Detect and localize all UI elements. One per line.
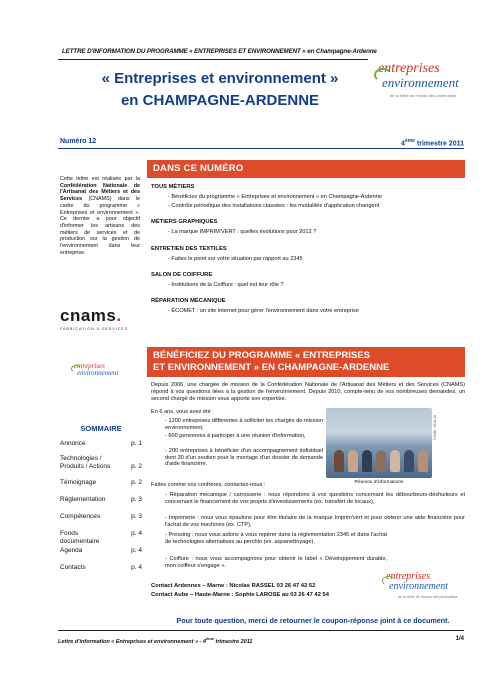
article-lead: Depuis 2006, une chargée de mission de la Confédération Nationale de l'Artisanat des Métiers et des Services (CNAMS) répond à vos questions liées à la gestion de l'environnement. Depuis 2010, compte-tenu de vos nombreuses demandes, un second chargé de mission vous apporte son expertise.: [151, 382, 465, 402]
logo-word-environnement: environnement: [389, 581, 449, 592]
cnams-subtitle: FABRICATION & SERVICES: [60, 327, 129, 331]
contact-ardennes-marne: Contact Ardennes – Marne : Nicolas RASSEL 03 26 47 42 52: [151, 583, 316, 589]
sommaire-item[interactable]: [60, 455, 142, 471]
sommaire-item[interactable]: [60, 440, 142, 448]
sommaire-label: Compétences: [60, 513, 101, 520]
call-to-action: Pour toute question, merci de retourner le coupon-réponse joint à ce document.: [176, 616, 450, 625]
sommaire-item[interactable]: [60, 547, 142, 555]
sommaire-page: p. 4: [131, 564, 142, 571]
sommaire-label: Témoignage: [60, 479, 97, 486]
section-heading: MÉTIERS GRAPHIQUES: [151, 219, 218, 225]
article-six-years: En 6 ans, vous avez été :: [151, 409, 214, 415]
logo-tagline: de la lettre de réseau des partenaires: [398, 595, 458, 599]
logo-word-entreprises: entreprises: [386, 571, 431, 582]
contact-aube-haute-marne: Contact Aube – Haute-Marne : Sophie LAROSE au 03 26 47 42 54: [151, 592, 329, 598]
logo-word-environnement: environnement: [382, 75, 459, 90]
section-heading: RÉPARATION MÉCANIQUE: [151, 298, 226, 304]
page-title-line1: « Entreprises et environnement »: [101, 70, 339, 87]
section-item[interactable]: - Institutions de la Coiffure : quel est leur rôle ?: [168, 282, 284, 288]
article-confreres: Faites comme vos confrères, contactez-nous :: [151, 482, 266, 488]
intro-part2: (CNAMS) dans le cadre du programme « Entreprises et environnement ». Ce dernier a pour objectif d'informer les artisans des métiers de services et de production sur la gestion de l'environnement dans leur entreprise.: [60, 196, 140, 256]
section-item[interactable]: - Contrôle périodique des installations classées : les modalités d'application changent: [168, 203, 380, 209]
sommaire-item[interactable]: [60, 564, 142, 572]
sommaire-label: Technologies / Produits / Actions: [60, 455, 111, 470]
sommaire-page: p. 2: [131, 479, 142, 486]
swirl-icon: [374, 68, 392, 82]
sommaire-page: p. 3: [131, 496, 142, 503]
header-rule: [58, 59, 368, 60]
service-item: - Pressing : nous vous aidons à vous repérer dans la réglementation 2345 et dans l'achat de technologies alternatives au perchlo (ex. aquanettoyage),: [165, 532, 387, 545]
section-heading: ENTRETIEN DES TEXTILES: [151, 246, 227, 252]
sommaire-item[interactable]: [60, 479, 142, 487]
sommaire-page: p. 1: [131, 440, 142, 447]
intro-part1: Cette lettre est réalisée par la: [60, 176, 140, 182]
service-item: - Réparation mécanique / carrosserie : nous répondons à vos questions concernant les débourbeurs-déshuileurs et concernant le financement de vos projets d'investissements (ex. transfert de locaux),: [165, 492, 465, 505]
sommaire-page: p. 3: [131, 513, 142, 520]
sommaire-title: SOMMAIRE: [80, 424, 122, 433]
swirl-icon: [71, 365, 81, 373]
program-logo-mid: [74, 363, 134, 393]
achievement-item: - 1200 entreprises différentes à solliciter les chargés de mission environnement,: [165, 418, 323, 431]
footer-text-a: Lettre d'information « Entreprises et environnement » - 4: [58, 638, 207, 645]
article-band-line2: ET ENVIRONNEMENT » EN CHAMPAGNE-ARDENNE: [153, 361, 390, 373]
sommaire-label: Contacts: [60, 564, 86, 571]
swirl-icon: [382, 576, 396, 586]
photo-caption: Réunion d'informations: [354, 480, 404, 485]
sommaire-label: Fonds documentaire: [60, 530, 100, 545]
cnams-wordmark: cnams: [60, 306, 117, 325]
quarter-number: 4: [401, 140, 405, 148]
sommaire-page: p. 2: [131, 463, 142, 470]
page-number: 1/4: [455, 636, 464, 642]
section-item[interactable]: - ÉCOMET : un site internet pour gérer l'environnement dans votre entreprise: [168, 308, 359, 314]
achievement-item: - 600 personnes à participer à une réunion d'information,: [165, 433, 306, 439]
photo-credit: Crédit : CNA 10: [433, 415, 437, 440]
section-heading: TOUS MÉTIERS: [151, 184, 195, 190]
footer-text: [58, 636, 252, 645]
footer-suffix: ème: [206, 636, 215, 641]
sommaire-label: Annonce: [60, 440, 86, 447]
program-logo-top: [378, 62, 478, 112]
achievement-item: - 200 entreprises à bénéficier d'un accompagnement individuel dont 30 d'un soutien pour le montage d'un dossier de demande d'aide financière.: [165, 448, 323, 468]
sommaire-item[interactable]: [60, 496, 142, 504]
header-topline: LETTRE D'INFORMATION DU PROGRAMME « ENTREPRISES ET ENVIRONNEMENT » en Champagne-Ardenne: [62, 48, 377, 55]
section-item[interactable]: - La marque IMPRIM'VERT : quelles évolutions pour 2012 ?: [168, 229, 317, 235]
sommaire-label: Agenda: [60, 547, 83, 554]
article-band: [147, 347, 465, 377]
meeting-photo: [326, 408, 432, 478]
intro-org-name: Confédération Nationale de l'Artisanat des Métiers et des Services: [60, 182, 140, 203]
intro-text: [60, 176, 140, 256]
sommaire-label: Réglementation: [60, 496, 106, 503]
sommaire-item[interactable]: [60, 530, 142, 546]
sommaire-page: p. 4: [131, 547, 142, 554]
section-item[interactable]: - Faites le point sur votre situation par rapport au 2345: [168, 256, 303, 262]
cnams-logo: cnams. FABRICATION & SERVICES: [60, 306, 140, 336]
logo-word-environnement: environnement: [77, 369, 119, 377]
footer-rule: [58, 630, 464, 631]
page-title-line2: en CHAMPAGNE-ARDENNE: [120, 92, 320, 109]
service-item: - Coiffure : nous vous accompagnons pour obtenir le label « Développement durable, mon coiffeur s'engage ».: [165, 556, 387, 569]
sommaire-page: p. 4: [131, 530, 142, 537]
footer-text-b: trimestre 2011: [214, 638, 253, 645]
section-heading: SALON DE COIFFURE: [151, 272, 213, 278]
section-band-in-this-issue: DANS CE NUMÉRO: [147, 160, 465, 178]
logo-word-entreprises: entreprises: [74, 362, 105, 370]
service-item: - Imprimerie : nous vous épaulons pour être titulaire de la marque Imprim'vert et pour obtenir une aide financière pour l'achat de vos machines (ex. CTP),: [165, 515, 465, 528]
issue-rule: [58, 148, 464, 149]
quarter-text: trimestre 2011: [414, 140, 464, 148]
article-band-line1: BÉNÉFICIEZ DU PROGRAMME « ENTREPRISES: [153, 350, 370, 361]
logo-tagline: de la lettre de réseau des partenaires: [390, 93, 457, 98]
sommaire-item[interactable]: [60, 513, 142, 521]
program-logo-bottom: [386, 572, 466, 608]
logo-word-entreprises: entreprises: [378, 61, 440, 76]
quarter-suffix: ème: [404, 138, 415, 144]
issue-number: Numéro 12: [60, 138, 97, 145]
section-item[interactable]: - Bénéficiez du programme « Entreprises et environnement » en Champagne-Ardenne: [168, 194, 382, 200]
issue-quarter: [384, 138, 464, 147]
